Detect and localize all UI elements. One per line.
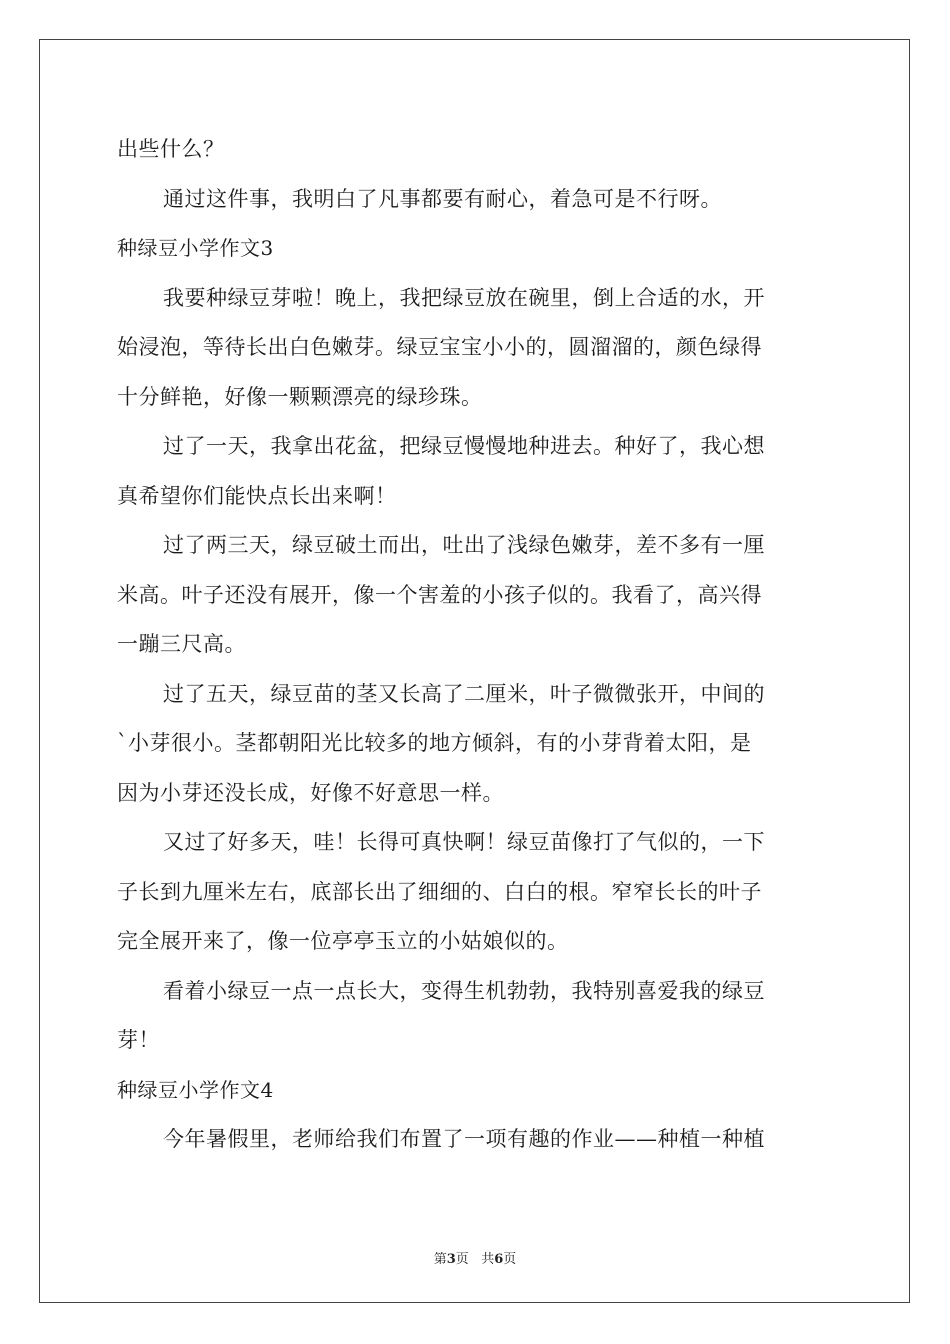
text-line: 真希望你们能快点长出来啊！ <box>117 483 397 508</box>
text-line: 过了两三天，绿豆破土而出，吐出了浅绿色嫩芽，差不多有一厘 <box>163 533 765 557</box>
text-line: 我要种绿豆芽啦！晚上，我把绿豆放在碗里，倒上合适的水，开 <box>163 285 765 310</box>
page-footer <box>0 1248 950 1267</box>
section-heading: 种绿豆小学作文4 <box>117 1077 274 1102</box>
text-line: 一蹦三尺高。 <box>117 632 246 656</box>
text-line: `小芽很小。茎都朝阳光比较多的地方倾斜，有的小芽背着太阳，是 <box>117 731 752 755</box>
text-line: 子长到九厘米左右，底部长出了细细的、白白的根。窄窄长长的叶子 <box>117 879 762 904</box>
text-line: 又过了好多天，哇！长得可真快啊！绿豆苗像打了气似的，一下 <box>163 830 765 854</box>
footer-current-page: 3 <box>446 1252 456 1267</box>
text-line: 十分鲜艳，好像一颗颗漂亮的绿珍珠。 <box>117 384 483 409</box>
text-line: 过了五天，绿豆苗的茎又长高了二厘米，叶子微微张开，中间的 <box>163 681 765 706</box>
text-line: 米高。叶子还没有展开，像一个害羞的小孩子似的。我看了，高兴得 <box>117 582 762 607</box>
footer-total-prefix: 共 <box>481 1252 495 1267</box>
text-line: 通过这件事，我明白了凡事都要有耐心，着急可是不行呀。 <box>163 186 722 211</box>
text-line: 始浸泡，等待长出白色嫩芽。绿豆宝宝小小的，圆溜溜的，颜色绿得 <box>117 335 762 359</box>
text-line: 出些什么？ <box>117 137 225 161</box>
document-body <box>117 125 837 1165</box>
footer-page-suffix: 页 <box>455 1252 469 1267</box>
text-line: 过了一天，我拿出花盆，把绿豆慢慢地种进去。种好了，我心想 <box>163 434 765 458</box>
text-line: 因为小芽还没长成，好像不好意思一样。 <box>117 780 504 805</box>
footer-total-pages: 6 <box>494 1252 504 1267</box>
footer-total-suffix: 页 <box>503 1252 517 1267</box>
text-line: 今年暑假里，老师给我们布置了一项有趣的作业——种植一种植 <box>163 1127 765 1151</box>
text-line: 完全展开来了，像一位亭亭玉立的小姑娘似的。 <box>117 929 569 953</box>
footer-prefix: 第 <box>433 1252 447 1267</box>
section-heading: 种绿豆小学作文3 <box>117 236 274 260</box>
text-line: 看着小绿豆一点一点长大，变得生机勃勃，我特别喜爱我的绿豆 <box>163 978 765 1003</box>
text-line: 芽！ <box>117 1028 160 1052</box>
